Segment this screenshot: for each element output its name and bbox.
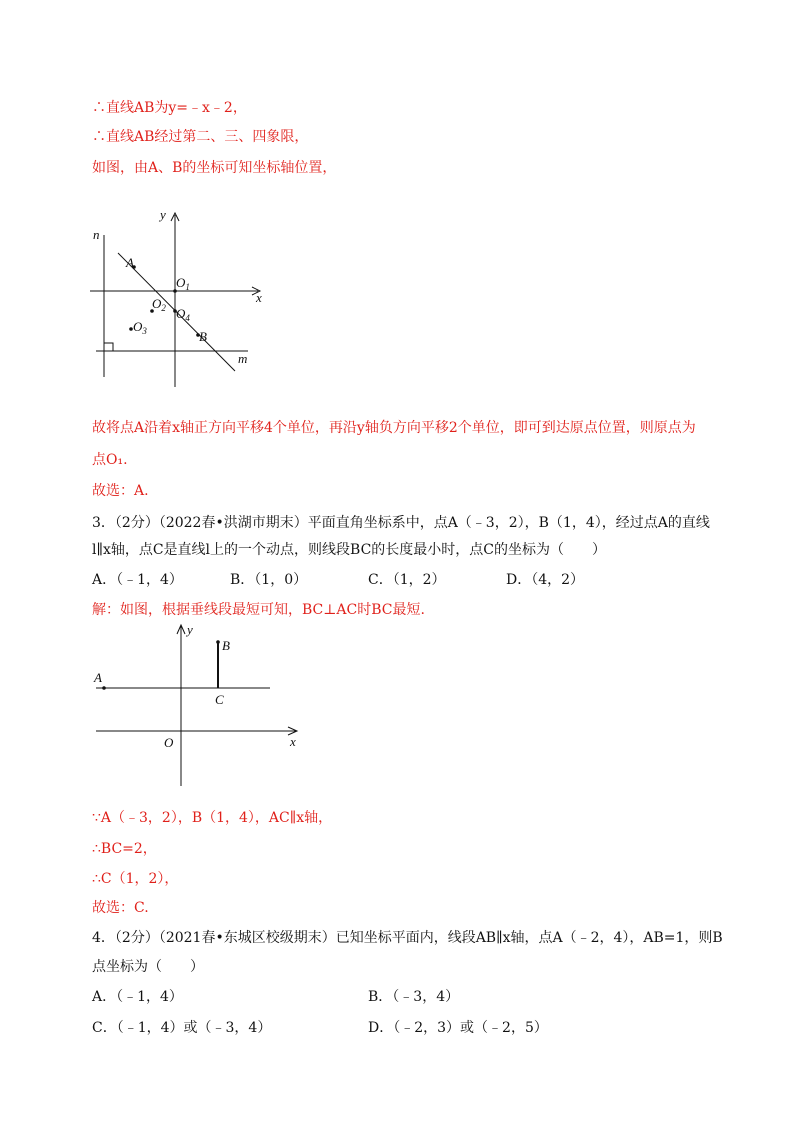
figure-coordinate-q3	[88, 620, 308, 790]
fig1-point-o4-label: $O_4$	[176, 306, 190, 323]
q3-stem-line-1: 3．（2分）（2022春•洪湖市期末）平面直角坐标系中，点A（﹣3，2），B（1，4），经过点A的直线	[92, 515, 710, 531]
solution-line-5: 点O₁.	[92, 452, 128, 468]
q3-option-d: D．（4，2）	[506, 572, 585, 588]
fig1-point-b-label: B	[199, 329, 207, 344]
q3-therefore-2: ∴C（1，2），	[92, 871, 179, 887]
fig1-n-label: n	[93, 227, 100, 242]
fig2-origin-label: O	[164, 735, 174, 750]
answer-q2: 故选：A.	[92, 483, 149, 499]
q3-option-c: C．（1，2）	[368, 572, 446, 588]
q3-stem-line-2: l∥x轴，点C是直线l上的一个动点，则线段BC的长度最小时，点C的坐标为（ ）	[92, 542, 606, 558]
fig2-point-a-label: A	[94, 670, 102, 685]
fig2-x-label: x	[290, 734, 296, 749]
q3-option-a: A．（﹣1，4）	[92, 572, 183, 588]
solution-line-2: ∴直线AB经过第二、三、四象限，	[92, 129, 309, 145]
fig1-m-label: m	[238, 351, 248, 366]
fig2-y-label: y	[187, 622, 193, 637]
q4-option-c: C．（﹣1，4）或（﹣3，4）	[92, 1020, 272, 1036]
fig1-point-o1-label: $O_1$	[176, 275, 190, 292]
figure-coordinate-lines-q2	[88, 205, 268, 390]
fig2-point-c-label: C	[215, 692, 224, 707]
fig1-y-label: y	[160, 207, 166, 222]
fig1-x-label: x	[256, 290, 262, 305]
fig1-point-o2-label: $O_2$	[152, 296, 166, 313]
q4-option-d: D．（﹣2，3）或（﹣2，5）	[368, 1020, 548, 1036]
solution-line-1: ∴直线AB为y=﹣x﹣2，	[92, 100, 247, 116]
fig1-point-o3-label: $O_3$	[133, 319, 147, 336]
fig1-point-a-label: A	[126, 255, 134, 270]
q4-stem-line-2: 点坐标为（ ）	[92, 959, 204, 975]
q3-because: ∵A（﹣3，2），B（1，4），AC∥x轴，	[92, 810, 333, 826]
fig2-point-b-label: B	[222, 638, 230, 653]
q3-solution-intro: 解：如图，根据垂线段最短可知，BC⊥AC时BC最短.	[92, 602, 425, 618]
solution-line-4: 故将点A沿着x轴正方向平移4个单位，再沿y轴负方向平移2个单位，即可到达原点位置，则原点为	[92, 420, 696, 436]
answer-q3: 故选：C.	[92, 900, 149, 916]
solution-line-3: 如图，由A、B的坐标可知坐标轴位置，	[92, 160, 337, 176]
q3-option-b: B．（1，0）	[230, 572, 308, 588]
q4-option-a: A．（﹣1，4）	[92, 989, 183, 1005]
q4-stem-line-1: 4．（2分）（2021春•东城区校级期末）已知坐标平面内，线段AB∥x轴，点A（﹣2，4），AB=1，则B	[92, 930, 723, 946]
q3-therefore-1: ∴BC=2，	[92, 841, 157, 857]
q4-option-b: B．（﹣3，4）	[368, 989, 460, 1005]
